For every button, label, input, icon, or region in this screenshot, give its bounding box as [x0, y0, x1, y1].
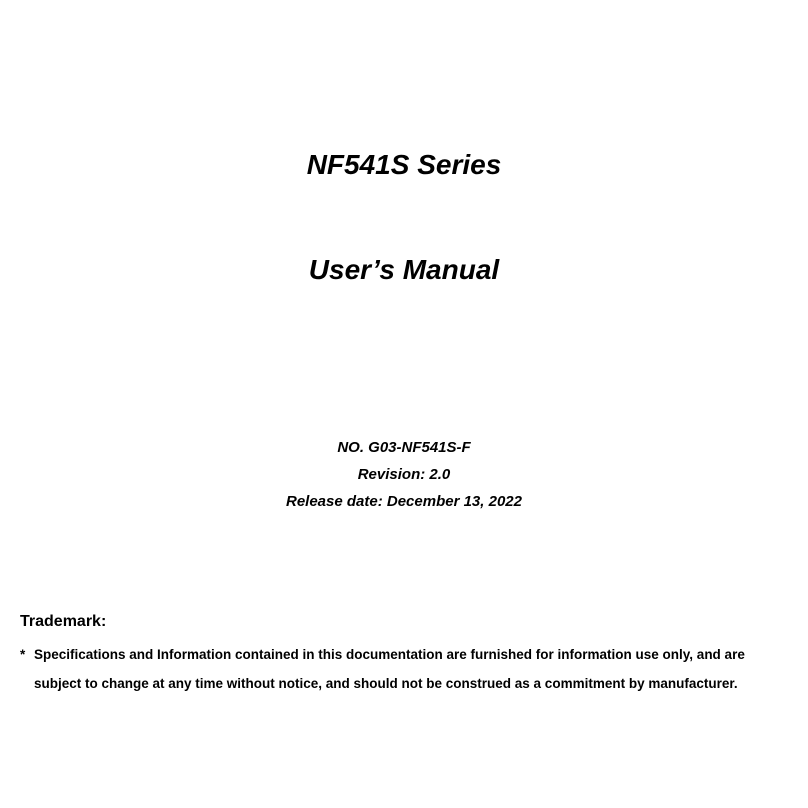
- trademark-note-line-1: Specifications and Information contained in this documentation are furnished for information use only, and are: [34, 647, 745, 662]
- trademark-note-line-2: subject to change at any time without notice, and should not be construed as a commitment by manufacturer.: [34, 676, 738, 691]
- document-number: NO. G03-NF541S-F: [337, 439, 471, 456]
- trademark-note: [20, 640, 800, 698]
- product-title: NF541S Series: [306, 149, 502, 180]
- revision: Revision: 2.0: [357, 466, 451, 483]
- bullet-marker: *: [20, 647, 26, 662]
- document-title: User’s Manual: [308, 254, 500, 285]
- release-date: Release date: December 13, 2022: [286, 493, 522, 510]
- trademark-heading: Trademark:: [20, 613, 107, 630]
- document-meta: [0, 434, 808, 515]
